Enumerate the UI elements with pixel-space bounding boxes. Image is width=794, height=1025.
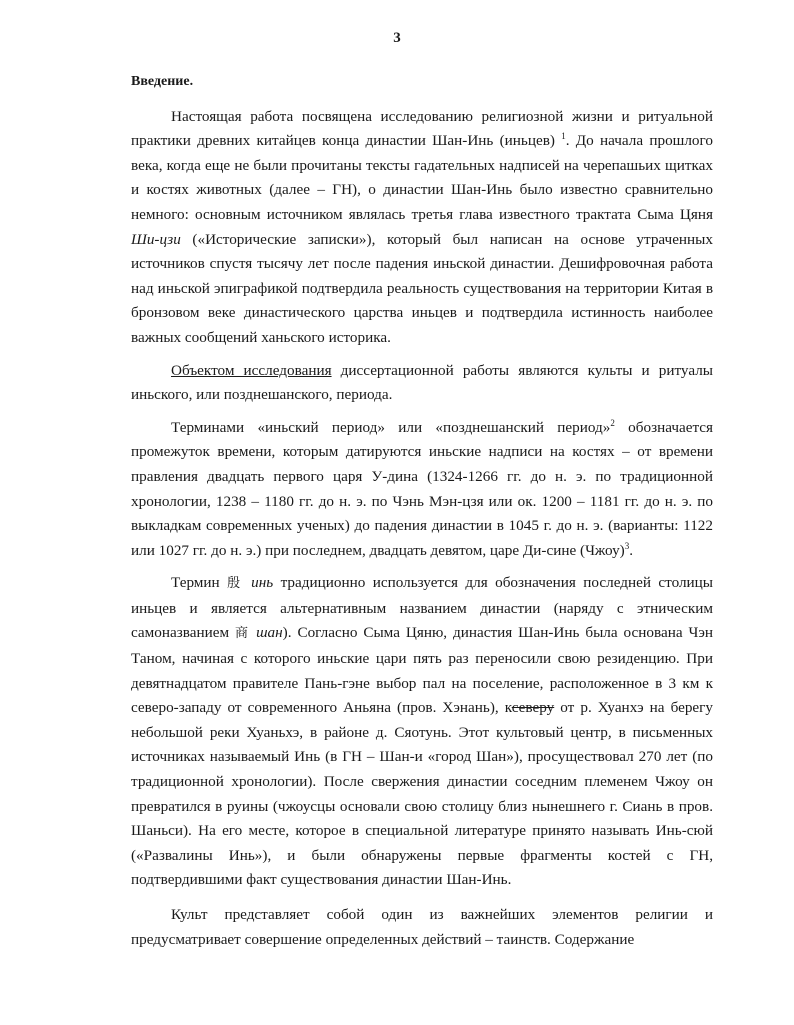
p4-text-b: традиционно используется для обозначения последней столицы иньцев и является альтернативным названием династии (наряду с этническим самоназванием (131, 574, 714, 642)
page-number: 3 (393, 30, 401, 46)
term-yin: инь (251, 574, 274, 592)
p4-text-a: Термин (171, 574, 228, 592)
p3-text-b: обозначается промежуток времени, которым датируются иньские надписи на костях – от времени правления двадцать первого царя У-дина (1324-1266 гг. до н. э. по традиционной хронологии, 1238 – 1180 гг. до н. э. по Чэнь Мэн-цзя или ок. 1200 – 1181 гг. до н. э. по выкладкам современных ученых) до падения династии в 1045 г. до н. э. (варианты: 1122 или 1027 гг. до н. э.) при последнем, двадцать девятом, царе Ди-сине (Чжоу) (131, 418, 714, 559)
p1-text-c: («Исторические записки»), который был написан на основе утраченных источников спустя тысячу лет после падения иньской династии. Дешифровочная работа над иньской эпиграфикой подтвердила реальность существования на территории Китая в бронзовом веке династического царства иньцев и подтвердила истинность наиболее важных сообщений ханьского историка. (131, 230, 713, 346)
p1-text-a: Настоящая работа посвящена исследованию религиозной жизни и ритуальной практики древних китайцев конца династии Шан-Инь (иньцев) (131, 107, 713, 150)
p2-text: диссертационной работы являются культы и ритуалы иньского, или позднешанского, периода. (131, 361, 713, 404)
p1-text-b: . До начала прошлого века, когда еще не были прочитаны тексты гадательных надписей на черепашьих щитках и костях животных (далее – ГН), о династии Шан-Инь было известно сравнительно немного: основным источником являлась третья глава известного трактата Сыма Цяня (131, 132, 713, 223)
p3-text-c: . (629, 541, 634, 559)
footnote-ref-3: 3 (624, 540, 630, 551)
chinese-char-yin: 殷 (227, 576, 244, 592)
paragraph-yin (131, 571, 713, 893)
paragraph-terms (131, 416, 713, 564)
struck-word: северу (511, 699, 555, 717)
document-body (131, 70, 713, 952)
object-label: Объектом исследования (171, 361, 332, 379)
book-title-shiji: Ши-цзи (131, 230, 181, 248)
chinese-char-shang: 商 (235, 626, 251, 642)
p4-text-c: ). Согласно Сыма Цяню, династия Шан-Инь была основана Чэн Таном, начиная с которого иньские цари пять раз переносили свою резиденцию. При девятнадцатом правителе Пань-гэне выбор пал на поселение, расположенное в 3 км к северо-западу от современного Аньяна (пров. Хэнань), к (131, 624, 714, 717)
term-shang: шан (256, 624, 283, 642)
paragraph-object (131, 359, 713, 408)
p4-text-d: от р. Хуанхэ на берегу небольшой реки Хуаньхэ, в районе д. Сяотунь. Этот культовый центр, в письменных источниках называемый Инь (в ГН – Шан-и «город Шан»), просуществовал 270 лет (по традиционной хронологии). После свержения династии соседним племенем Чжоу он превратился в руины (чжоусцы основали свою столицу близ нынешнего г. Сиань в пров. Шаньси). На его месте, которое в специальной литературе принято называть Инь-сюй («Развалины Инь»), и были обнаружены первые фрагменты костей с ГН, подтвердившими факт существования династии Шан-Инь. (131, 699, 713, 889)
footnote-ref-2: 2 (610, 417, 615, 428)
footnote-ref-1: 1 (561, 131, 566, 142)
p3-text-a: Терминами «иньский период» или «позднешанский период» (171, 418, 611, 436)
paragraph-cult: Культ представляет собой один из важнейших элементов религии и предусматривает совершение определенных действий – таинств. Содержание (131, 906, 713, 948)
paragraph-intro (131, 105, 713, 351)
section-heading: Введение. (131, 74, 194, 89)
